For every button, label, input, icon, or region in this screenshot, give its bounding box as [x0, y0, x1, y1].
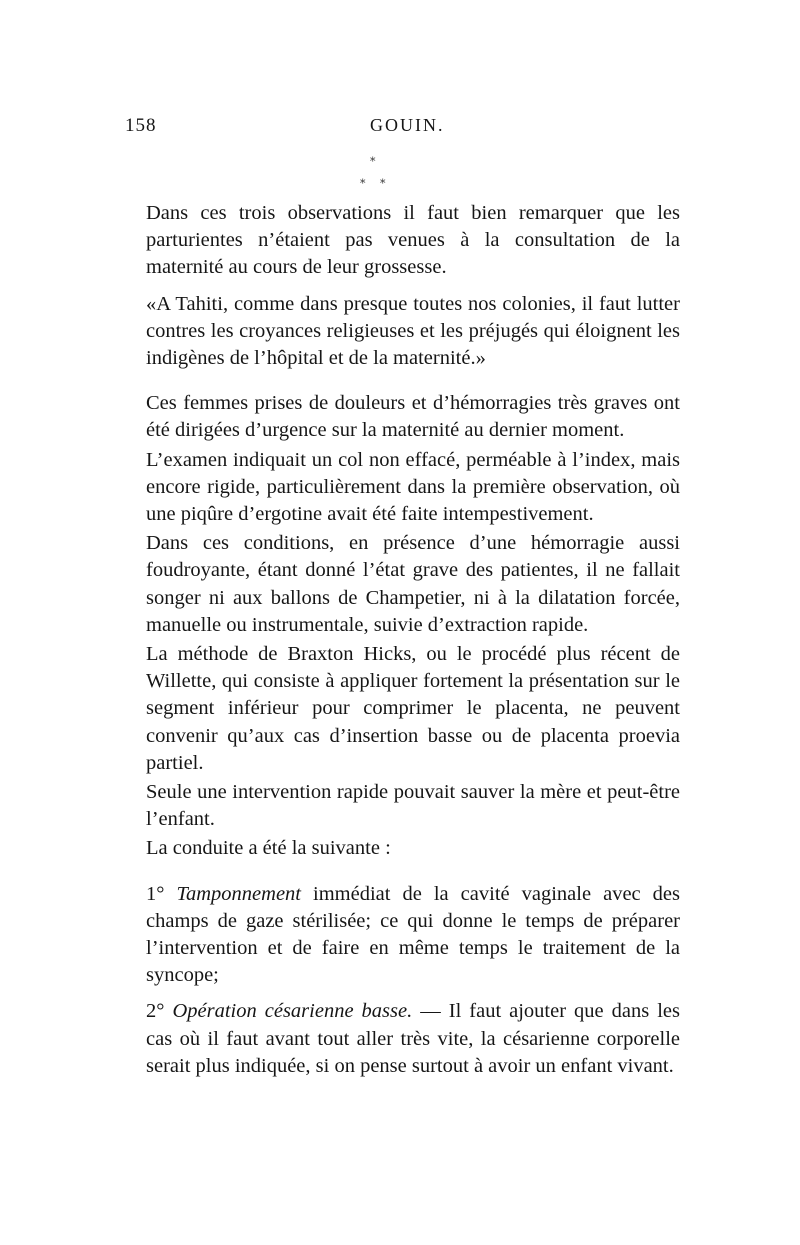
- page-header: [125, 115, 680, 145]
- asterisk-icon: *: [370, 155, 376, 168]
- paragraph: La méthode de Braxton Hicks, ou le procédé plus récent de Willette, qui consiste à appliquer fortement la présentation sur le segment inférieur pour comprimer le placenta, ne peuvent convenir qu’aux cas d’insertion basse ou de placenta proevia partiel.: [146, 643, 680, 774]
- list-emphasis: Tamponnement: [176, 882, 302, 905]
- list-item: [146, 998, 680, 1080]
- paragraph: Ces femmes prises de douleurs et d’hémorragies très graves ont été dirigées d’urgence sur la maternité au dernier moment.: [146, 392, 680, 442]
- paragraph: L’examen indiquait un col non effacé, perméable à l’index, mais encore rigide, particulièrement dans la première observation, où une piqûre d’ergotine avait été faite intempestivement.: [146, 448, 680, 526]
- list-text: immédiat de la cavité vaginale avec des champs de gaze stérilisée; ce qui donne le temps de préparer l’intervention et de faire en même temps le traitement de la syncope;: [146, 882, 680, 987]
- list-number: 1°: [146, 882, 165, 905]
- paragraph-quote: «A Tahiti, comme dans presque toutes nos colonies, il faut lutter contres les croyances religieuses et les préjugés qui éloignent les indigènes de l’hôpital et de la maternité.»: [146, 292, 680, 370]
- list-item: [146, 881, 680, 990]
- asterisk-icon: *: [360, 177, 366, 190]
- paragraph: Dans ces trois observations il faut bien remarquer que les parturientes n’étaient pas venues à la consultation de la maternité au cours de leur grossesse.: [146, 202, 680, 279]
- paragraph: La conduite a été la suivante :: [146, 837, 391, 860]
- list-emphasis: Opération césarienne basse.: [172, 1000, 413, 1023]
- page-number: 158: [125, 115, 157, 136]
- paragraph: Seule une intervention rapide pouvait sauver la mère et peut-être l’enfant.: [146, 781, 680, 831]
- paragraph: Dans ces conditions, en présence d’une hémorragie aussi foudroyante, étant donné l’état grave des patientes, il ne fallait songer ni aux ballons de Champetier, ni à la dilatation forcée, manuelle ou instrumentale, suivie d’extraction rapide.: [146, 532, 680, 636]
- asterism-separator: [340, 155, 410, 195]
- asterisk-icon: *: [380, 177, 386, 190]
- list-number: 2°: [146, 1000, 165, 1023]
- running-title: GOUIN.: [370, 115, 445, 135]
- list-text: — Il faut ajouter que dans les cas où il faut avant tout aller très vite, la césarienne corporelle serait plus indiquée, si on pense surtout à avoir un enfant vivant.: [146, 1000, 681, 1077]
- body-text: [146, 200, 680, 1080]
